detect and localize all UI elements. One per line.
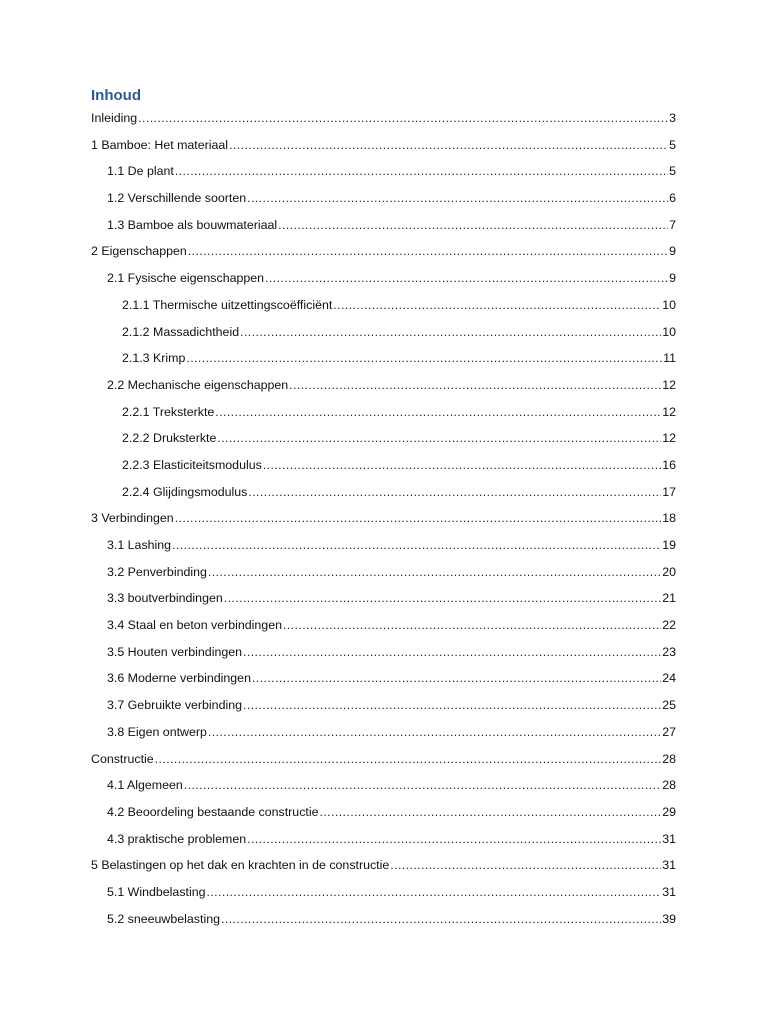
dot-leader <box>229 132 668 159</box>
toc-entry-page-number: 39 <box>662 911 676 926</box>
toc-entry-page-number: 21 <box>662 591 676 606</box>
toc-entry-title: 3.8 Eigen ontwerp <box>107 724 207 739</box>
toc-entry[interactable] <box>91 719 676 746</box>
toc-entry-page-number: 6 <box>669 191 676 206</box>
toc-entry-page-number: 31 <box>662 831 676 846</box>
toc-entry[interactable] <box>91 692 676 719</box>
dot-leader <box>186 345 662 372</box>
toc-entry-page-number: 3 <box>669 111 676 125</box>
dot-leader <box>221 906 661 933</box>
toc-entry[interactable] <box>91 399 676 426</box>
toc-entry-page-number: 7 <box>669 217 676 232</box>
toc-entry-page-number: 19 <box>662 538 676 552</box>
dot-leader <box>243 639 661 666</box>
toc-entry[interactable] <box>91 479 676 506</box>
toc-entry-title: 3.4 Staal en beton verbindingen <box>107 618 282 633</box>
toc-entry[interactable] <box>91 879 676 906</box>
toc-entry-title: 3.1 Lashing <box>107 538 172 552</box>
toc-entry-page-number: 28 <box>662 778 676 793</box>
dot-leader <box>188 238 668 265</box>
dot-leader <box>263 452 661 479</box>
dot-leader <box>207 879 662 906</box>
toc-entry-title: 3.2 Penverbinding <box>107 564 207 579</box>
toc-entry[interactable] <box>91 425 676 452</box>
dot-leader <box>138 105 668 132</box>
toc-entry-page-number: 31 <box>662 884 676 899</box>
table-of-contents <box>91 105 676 932</box>
dot-leader <box>155 746 662 773</box>
toc-entry[interactable] <box>91 852 676 879</box>
toc-entry-title: 3.5 Houten verbindingen <box>107 644 243 659</box>
toc-entry[interactable] <box>91 746 676 773</box>
dot-leader <box>175 158 668 185</box>
toc-entry-page-number: 23 <box>662 644 676 659</box>
dot-leader <box>278 212 668 239</box>
toc-entry[interactable] <box>91 532 676 559</box>
toc-entry-title: 1.3 Bamboe als bouwmateriaal <box>107 217 278 232</box>
toc-entry-page-number: 27 <box>662 724 676 739</box>
toc-entry-page-number: 5 <box>669 137 676 152</box>
dot-leader <box>172 532 661 559</box>
toc-entry[interactable] <box>91 238 676 265</box>
toc-entry-title: 3 Verbindingen <box>91 511 174 526</box>
toc-entry[interactable] <box>91 772 676 799</box>
toc-entry[interactable] <box>91 319 676 346</box>
toc-entry-title: 1.1 De plant <box>107 164 174 179</box>
toc-entry-page-number: 11 <box>663 351 676 366</box>
dot-leader <box>184 772 661 799</box>
dot-leader <box>252 665 661 692</box>
toc-entry-title: Inleiding <box>91 111 138 125</box>
toc-entry-title: 2.1 Fysische eigenschappen <box>107 271 265 286</box>
dot-leader <box>283 612 661 639</box>
dot-leader <box>319 799 661 826</box>
toc-entry[interactable] <box>91 559 676 586</box>
toc-entry-page-number: 17 <box>662 484 676 499</box>
toc-entry[interactable] <box>91 158 676 185</box>
dot-leader <box>243 692 661 719</box>
toc-entry-title: 2.2 Mechanische eigenschappen <box>107 377 289 392</box>
toc-entry-page-number: 9 <box>669 271 676 286</box>
toc-entry-title: 2.1.2 Massadichtheid <box>122 324 240 339</box>
dot-leader <box>217 425 661 452</box>
toc-entry-page-number: 25 <box>662 698 676 713</box>
dot-leader <box>240 319 661 346</box>
toc-entry-title: 3.6 Moderne verbindingen <box>107 671 251 686</box>
toc-entry-title: Constructie <box>91 751 154 766</box>
dot-leader <box>247 826 661 853</box>
toc-entry-title: 4.1 Algemeen <box>107 778 183 793</box>
toc-entry[interactable] <box>91 345 676 372</box>
toc-entry-page-number: 16 <box>662 457 676 472</box>
toc-entry-page-number: 24 <box>662 671 676 686</box>
dot-leader <box>247 185 668 212</box>
dot-leader <box>289 372 661 399</box>
toc-entry-page-number: 29 <box>662 804 676 819</box>
toc-entry-page-number: 31 <box>662 858 676 873</box>
toc-entry-title: 4.2 Beoordeling bestaande constructie <box>107 804 319 819</box>
toc-entry-title: 3.3 boutverbindingen <box>107 591 223 606</box>
toc-entry-page-number: 12 <box>662 431 676 446</box>
toc-entry-title: 2.2.2 Druksterkte <box>122 431 217 446</box>
toc-entry-page-number: 10 <box>662 324 676 339</box>
dot-leader <box>333 292 661 319</box>
toc-entry-page-number: 10 <box>662 297 676 312</box>
toc-entry[interactable] <box>91 585 676 612</box>
dot-leader <box>390 852 661 879</box>
toc-entry-title: 1 Bamboe: Het materiaal <box>91 137 229 152</box>
toc-entry-title: 2.2.3 Elasticiteitsmodulus <box>122 457 262 472</box>
toc-entry-title: 2.2.1 Treksterkte <box>122 404 215 419</box>
toc-entry[interactable] <box>91 292 676 319</box>
toc-entry-title: 2.1.1 Thermische uitzettingscoëfficiënt <box>122 297 333 312</box>
toc-entry-title: 4.3 praktische problemen <box>107 831 247 846</box>
dot-leader <box>215 399 661 426</box>
toc-entry-page-number: 12 <box>662 404 676 419</box>
dot-leader <box>208 559 661 586</box>
toc-entry-title: 3.7 Gebruikte verbinding <box>107 698 243 713</box>
toc-entry[interactable] <box>91 212 676 239</box>
toc-entry-page-number: 28 <box>662 751 676 766</box>
toc-entry-title: 2 Eigenschappen <box>91 244 187 259</box>
toc-entry[interactable] <box>91 105 676 132</box>
toc-entry-page-number: 18 <box>662 511 676 526</box>
toc-entry-title: 5.1 Windbelasting <box>107 884 206 899</box>
toc-entry-page-number: 22 <box>662 618 676 633</box>
toc-entry[interactable] <box>91 799 676 826</box>
toc-entry[interactable] <box>91 665 676 692</box>
toc-entry-title: 2.1.3 Krimp <box>122 351 186 366</box>
toc-entry[interactable] <box>91 826 676 853</box>
toc-entry-title: 5.2 sneeuwbelasting <box>107 911 220 926</box>
toc-entry-page-number: 5 <box>669 164 676 179</box>
toc-heading: Inhoud <box>91 87 141 104</box>
toc-entry[interactable] <box>91 612 676 639</box>
dot-leader <box>208 719 661 746</box>
toc-entry[interactable] <box>91 372 676 399</box>
dot-leader <box>248 479 661 506</box>
toc-entry-title: 2.2.4 Glijdingsmodulus <box>122 484 248 499</box>
toc-entry[interactable] <box>91 452 676 479</box>
toc-entry-page-number: 20 <box>662 564 676 579</box>
toc-entry[interactable] <box>91 132 676 159</box>
dot-leader <box>224 585 661 612</box>
toc-entry[interactable] <box>91 265 676 292</box>
toc-entry-title: 1.2 Verschillende soorten <box>107 191 247 206</box>
toc-entry[interactable] <box>91 185 676 212</box>
dot-leader <box>175 505 662 532</box>
toc-entry[interactable] <box>91 906 676 933</box>
dot-leader <box>265 265 668 292</box>
toc-entry-page-number: 12 <box>662 377 676 392</box>
toc-entry-page-number: 9 <box>669 244 676 259</box>
toc-entry[interactable] <box>91 505 676 532</box>
toc-entry-title: 5 Belastingen op het dak en krachten in de constructie <box>91 858 390 873</box>
toc-entry[interactable] <box>91 639 676 666</box>
